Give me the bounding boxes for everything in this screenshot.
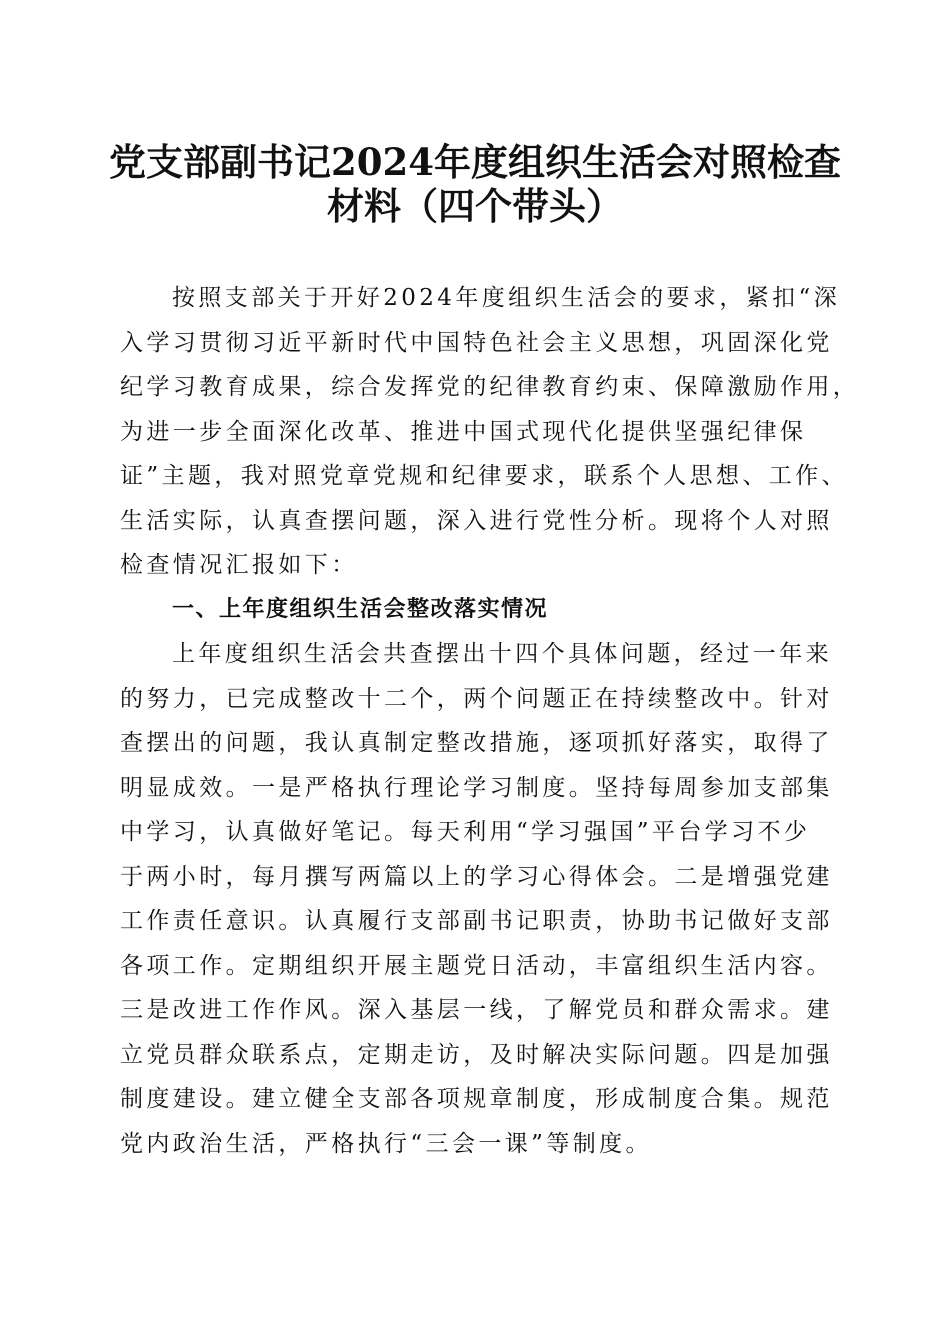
section-paragraph-line: 各项工作。定期组织开展主题党日活动，丰富组织生活内容。 <box>120 952 833 979</box>
section-paragraph-line: 上年度组织生活会共查摆出十四个具体问题，经过一年来 <box>172 641 832 667</box>
intro-paragraph-line: 为进一步全面深化改革、推进中国式现代化提供坚强纪律保 <box>120 418 807 445</box>
intro-paragraph-line: 纪学习教育成果，综合发挥党的纪律教育约束、保障激励作用， <box>120 374 860 400</box>
document-title-line-2: 材料（四个带头） <box>327 184 623 228</box>
section-paragraph-line: 立党员群众联系点，定期走访，及时解决实际问题。四是加强 <box>120 1041 833 1068</box>
intro-paragraph-line: 生活实际，认真查摆问题，深入进行党性分析。现将个人对照 <box>120 507 833 534</box>
section-paragraph-line: 三是改进工作作风。深入基层一线，了解党员和群众需求。建 <box>120 997 833 1023</box>
section-paragraph-line: 工作责任意识。认真履行支部副书记职责，协助书记做好支部 <box>120 908 833 934</box>
intro-paragraph-line: 入学习贯彻习近平新时代中国特色社会主义思想，巩固深化党 <box>120 329 833 356</box>
intro-paragraph-line: 按照支部关于开好2024年度组织生活会的要求，紧扣“深 <box>172 285 841 311</box>
section-paragraph-line: 党内政治生活，严格执行“三会一课”等制度。 <box>120 1130 652 1157</box>
section-paragraph-line: 查摆出的问题，我认真制定整改措施，逐项抓好落实，取得了 <box>120 730 833 756</box>
document-body <box>120 276 860 1166</box>
section-paragraph-line: 制度建设。建立健全支部各项规章制度，形成制度合集。规范 <box>120 1086 833 1112</box>
section-heading: 一、上年度组织生活会整改落实情况 <box>172 596 549 622</box>
section-paragraph-line: 的努力，已完成整改十二个，两个问题正在持续整改中。针对 <box>120 685 833 712</box>
document-title-line-1: 党支部副书记2024年度组织生活会对照检查 <box>109 140 841 184</box>
intro-paragraph-line: 证”主题，我对照党章党规和纪律要求，联系个人思想、工作、 <box>120 463 848 489</box>
section-paragraph-line: 明显成效。一是严格执行理论学习制度。坚持每周参加支部集 <box>120 774 833 801</box>
section-paragraph-line: 中学习，认真做好笔记。每天利用“学习强国”平台学习不少 <box>120 819 811 845</box>
section-paragraph-line: 于两小时，每月撰写两篇以上的学习心得体会。二是增强党建 <box>120 863 833 890</box>
intro-paragraph-line: 检查情况汇报如下： <box>120 552 358 578</box>
